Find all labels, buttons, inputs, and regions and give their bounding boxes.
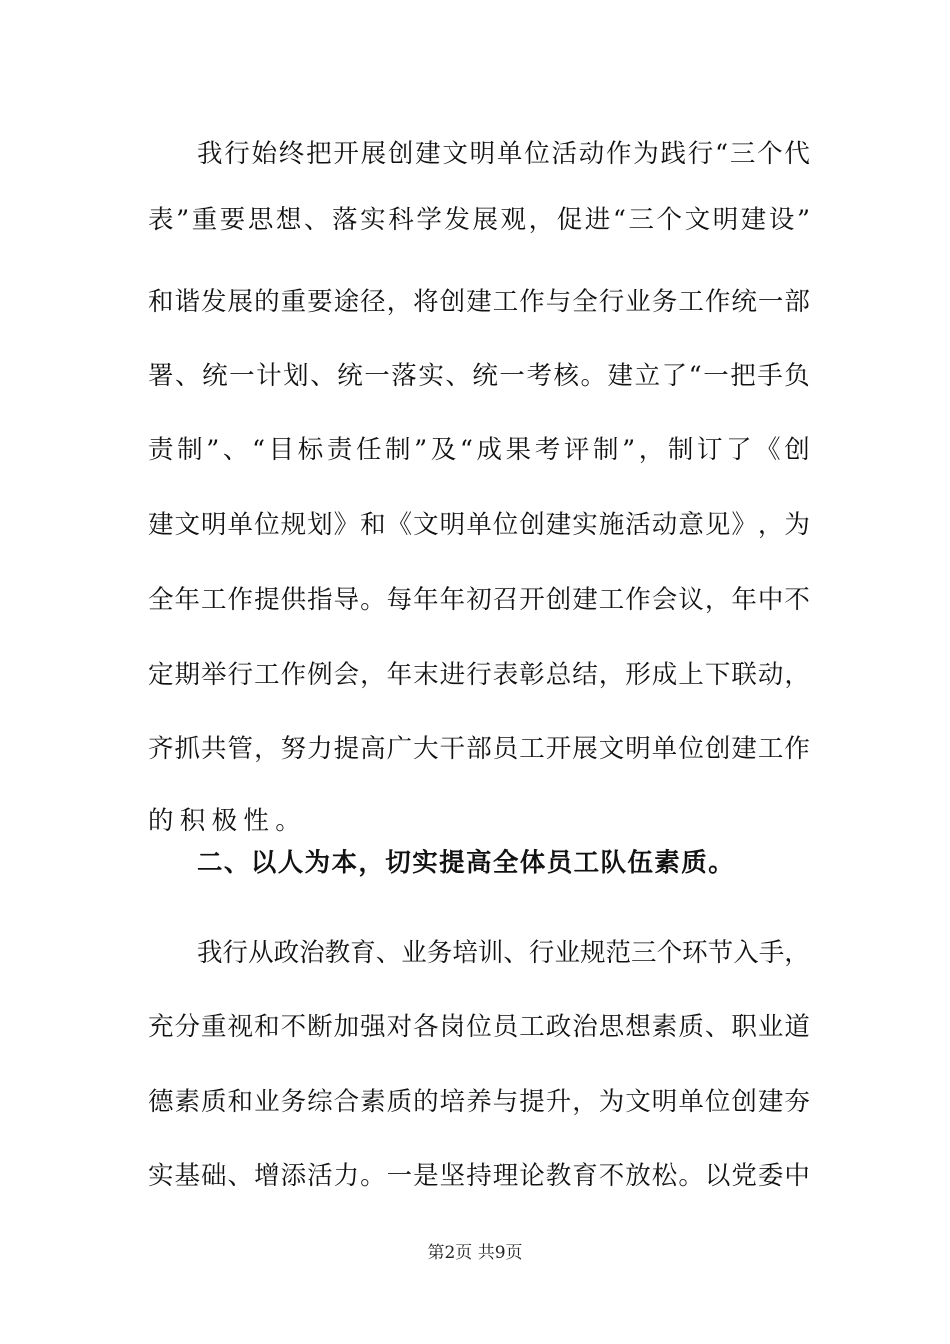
- paragraph-1-line: 和 谐 发 展 的 重 要 途 径 ， 将 创 建 工 作 与 全 行 业 务 工 作 统 一 部: [148, 287, 810, 317]
- paragraph-2-line: 我 行 从 政 治 教 育 、 业 务 培 训 、 行 业 规 范 三 个 环 节 入 手 ，: [197, 938, 810, 968]
- paragraph-1-line: 责 制 ” 、 “ 目 标 责 任 制 ” 及 “ 成 果 考 评 制 ” ， 制 订 了 《 创: [148, 435, 810, 465]
- paragraph-2-line: 实 基 础 、 增 添 活 力 。 一 是 坚 持 理 论 教 育 不 放 松 。 以 党 委 中: [148, 1161, 810, 1191]
- paragraph-1-line: 我 行 始 终 把 开 展 创 建 文 明 单 位 活 动 作 为 践 行 “ 三 个 代: [197, 139, 810, 169]
- paragraph-2-line: 德 素 质 和 业 务 综 合 素 质 的 培 养 与 提 升 ， 为 文 明 单 位 创 建 夯: [148, 1087, 810, 1117]
- paragraph-1-line: 的积极性。: [148, 806, 308, 836]
- paragraph-1-line: 定 期 举 行 工 作 例 会 ， 年 末 进 行 表 彰 总 结 ， 形 成 上 下 联 动 ，: [148, 660, 810, 690]
- paragraph-1-line: 表 ” 重 要 思 想 、 落 实 科 学 发 展 观 ， 促 进 “ 三 个 文 明 建 设 ”: [148, 205, 810, 235]
- paragraph-2-line: 充 分 重 视 和 不 断 加 强 对 各 岗 位 员 工 政 治 思 想 素 质 、 职 业 道: [148, 1012, 810, 1042]
- paragraph-1-line: 齐 抓 共 管 ， 努 力 提 高 广 大 干 部 员 工 开 展 文 明 单 位 创 建 工 作: [148, 734, 810, 764]
- paragraph-1-line: 署 、 统 一 计 划 、 统 一 落 实 、 统 一 考 核 。 建 立 了 “ 一 把 手 负: [148, 361, 810, 391]
- paragraph-1-line: 建 文 明 单 位 规 划 》 和 《 文 明 单 位 创 建 实 施 活 动 意 见 》 ， 为: [148, 510, 810, 540]
- page-footer: 第2页 共9页: [427, 1243, 523, 1263]
- paragraph-1-line: 全 年 工 作 提 供 指 导 。 每 年 年 初 召 开 创 建 工 作 会 议 ， 年 中 不: [148, 585, 810, 615]
- section-heading: 二、以人为本，切实提高全体员工队伍素质。: [197, 848, 736, 878]
